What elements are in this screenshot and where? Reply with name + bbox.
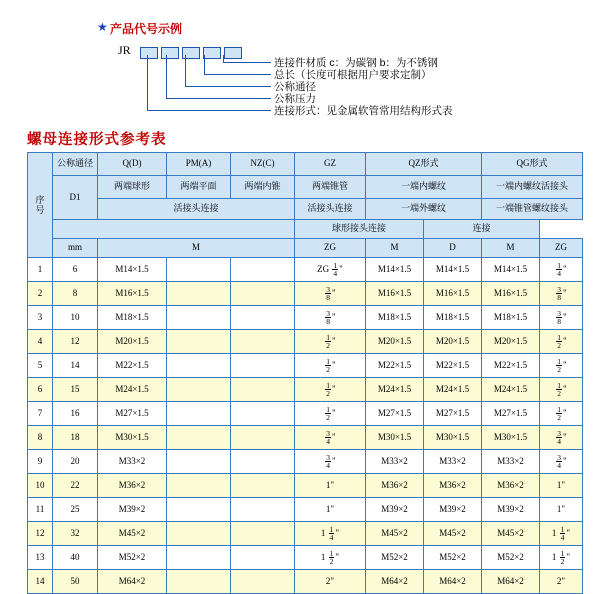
cell-nz	[231, 570, 295, 594]
cell-qz_d: M39×2	[424, 498, 482, 522]
cell-dn: 6	[53, 258, 98, 282]
cell-qg_zg: $\frac{3}{8}$ "	[540, 306, 583, 330]
cell-qz_d: M52×2	[424, 546, 482, 570]
cell-q: M36×2	[98, 474, 167, 498]
cell-qg_m: M20×1.5	[482, 330, 540, 354]
cell-pm	[167, 402, 231, 426]
cell-nz	[231, 450, 295, 474]
header-dn-unit: mm	[53, 239, 98, 258]
header-unit-qz-m: M	[366, 239, 424, 258]
cell-dn: 15	[53, 378, 98, 402]
header-code-nz: NZ(C)	[231, 153, 295, 176]
cell-qg_zg: 1 $\frac{1}{4}$ "	[540, 522, 583, 546]
cell-no: 14	[28, 570, 53, 594]
cell-q: M22×1.5	[98, 354, 167, 378]
header-type-q: 两端球形	[98, 176, 167, 199]
cell-qz_m: M14×1.5	[366, 258, 424, 282]
cell-no: 9	[28, 450, 53, 474]
legend-note-connection: 连接形式：见金属软管常用结构形式表	[274, 105, 453, 117]
cell-qz_d: M36×2	[424, 474, 482, 498]
cell-dn: 14	[53, 354, 98, 378]
leader-line	[147, 55, 148, 111]
header-unit-m: M	[98, 239, 295, 258]
table-row	[28, 570, 583, 594]
table-row	[28, 498, 583, 522]
table-row	[28, 450, 583, 474]
table-row	[28, 378, 583, 402]
cell-qz_m: M27×1.5	[366, 402, 424, 426]
table-row	[28, 426, 583, 450]
header-sub-qz: 球形接头连接	[295, 220, 424, 239]
leader-line	[185, 55, 186, 87]
header-blank	[53, 220, 295, 239]
cell-no: 4	[28, 330, 53, 354]
cell-qz_m: M45×2	[366, 522, 424, 546]
cell-qg_zg: $\frac{1}{4}$ "	[540, 258, 583, 282]
cell-qz_d: M18×1.5	[424, 306, 482, 330]
cell-qg_zg: $\frac{1}{2}$ "	[540, 354, 583, 378]
cell-no: 8	[28, 426, 53, 450]
cell-qz_d: M64×2	[424, 570, 482, 594]
legend-note-pressure: 公称压力	[274, 93, 316, 105]
header-joint-qz: 一端外螺纹	[366, 199, 482, 220]
header-type-qg: 一端内螺纹活接头	[482, 176, 583, 199]
cell-dn: 10	[53, 306, 98, 330]
cell-qz_d: M20×1.5	[424, 330, 482, 354]
cell-qz_d: M45×2	[424, 522, 482, 546]
cell-dn: 16	[53, 402, 98, 426]
cell-gz: $\frac{3}{4}$ "	[295, 426, 366, 450]
cell-qg_m: M64×2	[482, 570, 540, 594]
cell-qg_zg: 1 $\frac{1}{2}$ "	[540, 546, 583, 570]
cell-gz: $\frac{1}{2}$ "	[295, 354, 366, 378]
cell-pm	[167, 450, 231, 474]
cell-no: 12	[28, 522, 53, 546]
cell-qz_d: M30×1.5	[424, 426, 482, 450]
header-unit-qg-m: M	[482, 239, 540, 258]
table-row	[28, 258, 583, 282]
star-icon: ★	[97, 20, 108, 34]
cell-qg_zg: $\frac{3}{8}$ "	[540, 282, 583, 306]
cell-gz: $\frac{3}{8}$ "	[295, 306, 366, 330]
header-unit-qz-d: D	[424, 239, 482, 258]
cell-dn: 32	[53, 522, 98, 546]
cell-dn: 12	[53, 330, 98, 354]
table-row	[28, 474, 583, 498]
cell-qg_zg: $\frac{1}{2}$ "	[540, 402, 583, 426]
header-type-gz: 两端锥管	[295, 176, 366, 199]
cell-qz_m: M64×2	[366, 570, 424, 594]
cell-q: M27×1.5	[98, 402, 167, 426]
cell-qg_zg: $\frac{1}{2}$ "	[540, 330, 583, 354]
table-row	[28, 522, 583, 546]
cell-nz	[231, 474, 295, 498]
cell-qg_m: M45×2	[482, 522, 540, 546]
cell-qz_m: M52×2	[366, 546, 424, 570]
cell-q: M18×1.5	[98, 306, 167, 330]
table-header-row-3	[28, 199, 583, 220]
cell-qz_m: M24×1.5	[366, 378, 424, 402]
nut-connection-table	[27, 152, 583, 594]
header-joint-gz: 活接头连接	[295, 199, 366, 220]
cell-qz_d: M27×1.5	[424, 402, 482, 426]
cell-qz_m: M16×1.5	[366, 282, 424, 306]
legend-prefix: JR	[118, 43, 131, 57]
cell-qg_zg: $\frac{3}{4}$ "	[540, 426, 583, 450]
cell-qz_d: M16×1.5	[424, 282, 482, 306]
table-body	[28, 258, 583, 594]
cell-q: M24×1.5	[98, 378, 167, 402]
cell-qz_d: M24×1.5	[424, 378, 482, 402]
table-title: 螺母连接形式参考表	[27, 132, 167, 148]
cell-dn: 25	[53, 498, 98, 522]
cell-q: M39×2	[98, 498, 167, 522]
header-code-qg: QG形式	[482, 153, 583, 176]
cell-gz: 2"	[295, 570, 366, 594]
cell-qg_m: M36×2	[482, 474, 540, 498]
table-row	[28, 306, 583, 330]
cell-pm	[167, 474, 231, 498]
cell-no: 6	[28, 378, 53, 402]
cell-qg_m: M16×1.5	[482, 282, 540, 306]
header-type-nz: 两端内锥	[231, 176, 295, 199]
cell-qg_m: M24×1.5	[482, 378, 540, 402]
cell-q: M20×1.5	[98, 330, 167, 354]
legend-title: 产品代号示例	[110, 22, 183, 36]
header-code-qz: QZ形式	[366, 153, 482, 176]
header-joint-qg: 一端锥管螺纹接头	[482, 199, 583, 220]
leader-line	[147, 110, 271, 111]
cell-nz	[231, 378, 295, 402]
leader-line	[223, 62, 271, 63]
cell-qg_m: M14×1.5	[482, 258, 540, 282]
cell-q: M45×2	[98, 522, 167, 546]
cell-nz	[231, 282, 295, 306]
cell-nz	[231, 354, 295, 378]
cell-q: M30×1.5	[98, 426, 167, 450]
header-dn-label: 公称通径	[53, 153, 98, 176]
table-header-row-4	[28, 220, 583, 239]
cell-qg_zg: $\frac{3}{4}$ "	[540, 450, 583, 474]
cell-qz_m: M30×1.5	[366, 426, 424, 450]
leader-line	[204, 55, 205, 75]
table-header-row-1	[28, 153, 583, 176]
header-serial: 序号	[28, 153, 53, 258]
cell-qz_m: M33×2	[366, 450, 424, 474]
header-code-q: Q(D)	[98, 153, 167, 176]
cell-gz: $\frac{3}{4}$ "	[295, 450, 366, 474]
leader-line	[185, 86, 271, 87]
cell-gz: $\frac{3}{8}$ "	[295, 282, 366, 306]
table-row	[28, 354, 583, 378]
code-box	[140, 47, 158, 59]
cell-qz_m: M22×1.5	[366, 354, 424, 378]
table-row	[28, 330, 583, 354]
header-sub-qg: 连接	[424, 220, 540, 239]
cell-nz	[231, 498, 295, 522]
cell-qg_m: M33×2	[482, 450, 540, 474]
legend-note-length: 总长（长度可根据用户要求定制）	[274, 69, 432, 81]
legend-code-boxes	[140, 44, 245, 62]
cell-qg_zg: $\frac{1}{2}$ "	[540, 378, 583, 402]
code-box	[161, 47, 179, 59]
cell-q: M64×2	[98, 570, 167, 594]
cell-qz_d: M22×1.5	[424, 354, 482, 378]
cell-gz: 1 $\frac{1}{2}$ "	[295, 546, 366, 570]
cell-qz_m: M18×1.5	[366, 306, 424, 330]
header-code-pm: PM(A)	[167, 153, 231, 176]
cell-pm	[167, 378, 231, 402]
cell-pm	[167, 354, 231, 378]
cell-qg_m: M39×2	[482, 498, 540, 522]
cell-nz	[231, 306, 295, 330]
cell-no: 5	[28, 354, 53, 378]
cell-qz_m: M20×1.5	[366, 330, 424, 354]
cell-pm	[167, 330, 231, 354]
cell-no: 11	[28, 498, 53, 522]
cell-nz	[231, 522, 295, 546]
cell-dn: 8	[53, 282, 98, 306]
cell-pm	[167, 258, 231, 282]
cell-qg_zg: 2"	[540, 570, 583, 594]
cell-qz_m: M36×2	[366, 474, 424, 498]
leader-line	[166, 55, 167, 99]
cell-no: 13	[28, 546, 53, 570]
cell-gz: 1"	[295, 498, 366, 522]
cell-qg_zg: 1"	[540, 498, 583, 522]
legend-note-dn: 公称通径	[274, 81, 316, 93]
leader-line	[166, 98, 271, 99]
cell-gz: ZG $\frac{1}{4}$ "	[295, 258, 366, 282]
cell-no: 1	[28, 258, 53, 282]
cell-q: M52×2	[98, 546, 167, 570]
table-header-row-5	[28, 239, 583, 258]
cell-no: 3	[28, 306, 53, 330]
code-box	[224, 47, 242, 59]
cell-dn: 22	[53, 474, 98, 498]
cell-pm	[167, 426, 231, 450]
cell-pm	[167, 306, 231, 330]
cell-qz_d: M33×2	[424, 450, 482, 474]
cell-qg_zg: 1"	[540, 474, 583, 498]
cell-qg_m: M52×2	[482, 546, 540, 570]
cell-dn: 50	[53, 570, 98, 594]
header-type-pm: 两端平面	[167, 176, 231, 199]
cell-q: M33×2	[98, 450, 167, 474]
cell-qg_m: M18×1.5	[482, 306, 540, 330]
cell-nz	[231, 402, 295, 426]
cell-pm	[167, 546, 231, 570]
cell-nz	[231, 330, 295, 354]
product-code-legend	[0, 0, 600, 122]
cell-no: 10	[28, 474, 53, 498]
cell-gz: $\frac{1}{2}$ "	[295, 330, 366, 354]
cell-qz_d: M14×1.5	[424, 258, 482, 282]
cell-qg_m: M22×1.5	[482, 354, 540, 378]
cell-pm	[167, 570, 231, 594]
cell-pm	[167, 498, 231, 522]
cell-nz	[231, 426, 295, 450]
table-row	[28, 402, 583, 426]
cell-qz_m: M39×2	[366, 498, 424, 522]
cell-pm	[167, 282, 231, 306]
legend-note-material: 连接件材质 c：为碳钢 b：为不锈钢	[274, 57, 438, 69]
cell-no: 2	[28, 282, 53, 306]
header-code-gz: GZ	[295, 153, 366, 176]
cell-nz	[231, 546, 295, 570]
header-unit-zg: ZG	[295, 239, 366, 258]
cell-gz: 1 $\frac{1}{4}$ "	[295, 522, 366, 546]
cell-gz: 1"	[295, 474, 366, 498]
header-dn-sub: D1	[53, 176, 98, 220]
code-box	[203, 47, 221, 59]
header-type-qz: 一端内螺纹	[366, 176, 482, 199]
cell-dn: 20	[53, 450, 98, 474]
table-row	[28, 546, 583, 570]
cell-qg_m: M27×1.5	[482, 402, 540, 426]
reference-table	[27, 152, 583, 594]
cell-dn: 40	[53, 546, 98, 570]
table-header-row-2	[28, 176, 583, 199]
cell-pm	[167, 522, 231, 546]
cell-gz: $\frac{1}{2}$ "	[295, 402, 366, 426]
cell-q: M14×1.5	[98, 258, 167, 282]
cell-dn: 18	[53, 426, 98, 450]
cell-nz	[231, 258, 295, 282]
table-head	[28, 153, 583, 258]
cell-no: 7	[28, 402, 53, 426]
header-joint-left: 活接头连接	[98, 199, 295, 220]
header-unit-qg-zg: ZG	[540, 239, 583, 258]
cell-qg_m: M30×1.5	[482, 426, 540, 450]
cell-q: M16×1.5	[98, 282, 167, 306]
leader-line	[204, 74, 271, 75]
table-row	[28, 282, 583, 306]
cell-gz: $\frac{1}{2}$ "	[295, 378, 366, 402]
